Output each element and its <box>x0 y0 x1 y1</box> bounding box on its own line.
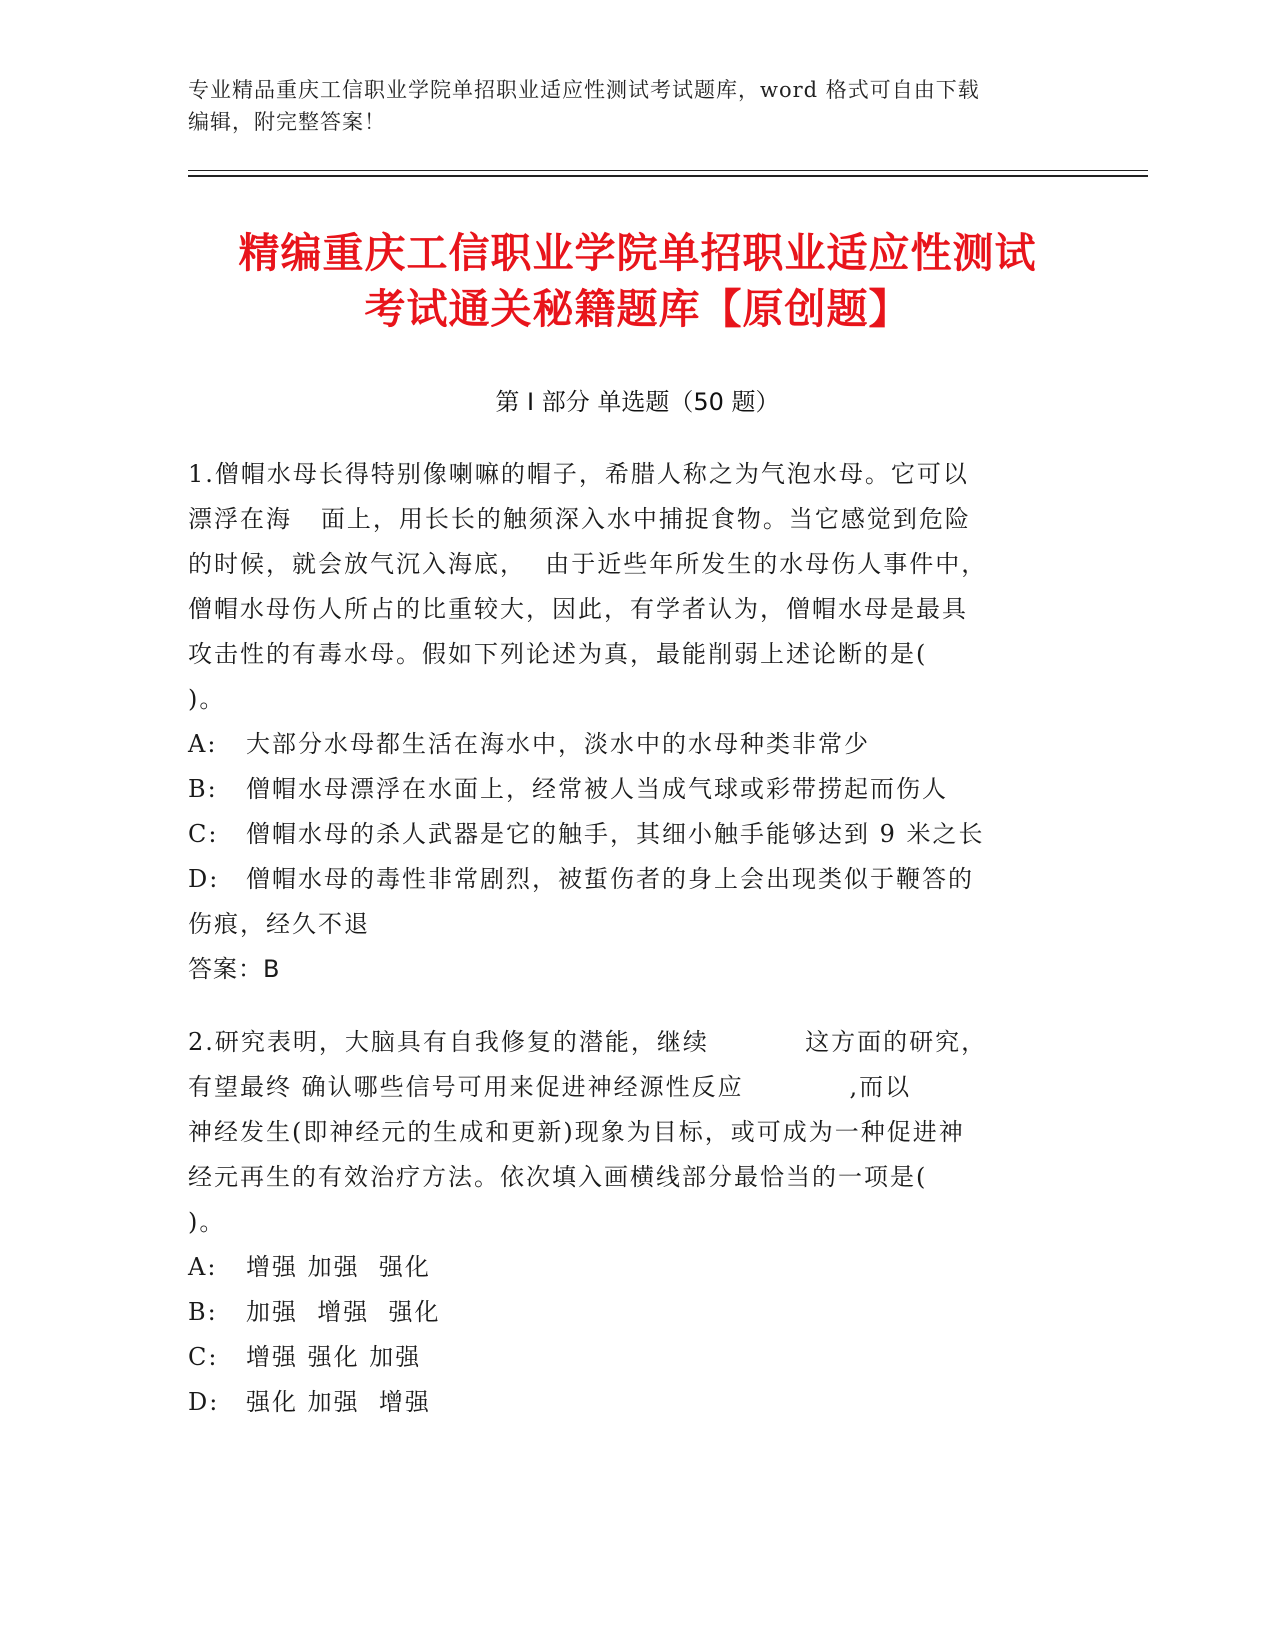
section-title: 第 I 部分 单选题（50 题） <box>495 388 780 416</box>
question-stem-line: 神经发生(即神经元的生成和更新)现象为目标，或可成为一种促进神 <box>188 1118 965 1146</box>
question-stem-line: 僧帽水母伤人所占的比重较大，因此，有学者认为，僧帽水母是最具 <box>188 595 968 623</box>
header-rule-thin <box>188 170 1148 171</box>
option-b <box>188 767 1068 812</box>
document-title <box>150 225 1125 337</box>
option-c <box>188 812 1068 857</box>
header-note <box>188 74 1088 138</box>
question-stem-line: )。 <box>188 685 226 713</box>
option-letter: B: <box>188 1298 218 1326</box>
option-a <box>188 722 1068 767</box>
header-rule-thick <box>188 175 1148 177</box>
question-stem-line: 的时候，就会放气沉入海底， 由于近些年所发生的水母伤人事件中， <box>188 550 988 578</box>
option-c <box>188 1335 1068 1380</box>
option-letter: A: <box>188 730 218 758</box>
question-stem-line: 1.僧帽水母长得特别像喇嘛的帽子，希腊人称之为气泡水母。它可以 <box>188 460 969 488</box>
option-letter: A: <box>188 1253 218 1281</box>
question-stem-line: )。 <box>188 1208 226 1236</box>
option-letter: D: <box>188 865 220 893</box>
option-text: 僧帽水母的杀人武器是它的触手，其细小触手能够达到 9 米之长 <box>246 820 985 848</box>
header-line-1: 专业精品重庆工信职业学院单招职业适应性测试考试题库，word 格式可自由下载 <box>188 78 980 102</box>
header-line-2: 编辑，附完整答案！ <box>188 110 386 134</box>
option-letter: C: <box>188 820 219 848</box>
title-line-1: 精编重庆工信职业学院单招职业适应性测试 <box>238 229 1037 277</box>
option-d-continued: 伤痕，经久不退 <box>188 910 370 938</box>
question-stem-line: 2.研究表明，大脑具有自我修复的潜能，继续 这方面的研究， <box>188 1028 988 1056</box>
option-text: 加强 增强 强化 <box>246 1298 441 1326</box>
option-letter: C: <box>188 1343 219 1371</box>
question-stem-line: 有望最终 确认哪些信号可用来促进神经源性反应 ,而以 <box>188 1073 912 1101</box>
option-b <box>188 1290 1068 1335</box>
option-a <box>188 1245 1068 1290</box>
option-letter: D: <box>188 1388 220 1416</box>
title-line-2: 考试通关秘籍题库【原创题】 <box>364 285 911 333</box>
option-text: 僧帽水母漂浮在水面上，经常被人当成气球或彩带捞起而伤人 <box>246 775 948 803</box>
question-2 <box>188 1020 1068 1425</box>
option-text: 增强 强化 加强 <box>246 1343 422 1371</box>
answer-label: 答案：B <box>188 955 281 983</box>
option-letter: B: <box>188 775 218 803</box>
option-d <box>188 857 1068 902</box>
option-d <box>188 1380 1068 1425</box>
option-text: 僧帽水母的毒性非常剧烈，被蜇伤者的身上会出现类似于鞭答的 <box>246 865 974 893</box>
question-1 <box>188 452 1068 992</box>
option-text: 大部分水母都生活在海水中，淡水中的水母种类非常少 <box>246 730 870 758</box>
question-stem-line: 漂浮在海 面上，用长长的触须深入水中捕捉食物。当它感觉到危险 <box>188 505 971 533</box>
option-text: 增强 加强 强化 <box>246 1253 431 1281</box>
option-text: 强化 加强 增强 <box>246 1388 431 1416</box>
question-stem-line: 经元再生的有效治疗方法。依次填入画横线部分最恰当的一项是( <box>188 1163 928 1191</box>
question-stem-line: 攻击性的有毒水母。假如下列论述为真，最能削弱上述论断的是( <box>188 640 928 668</box>
